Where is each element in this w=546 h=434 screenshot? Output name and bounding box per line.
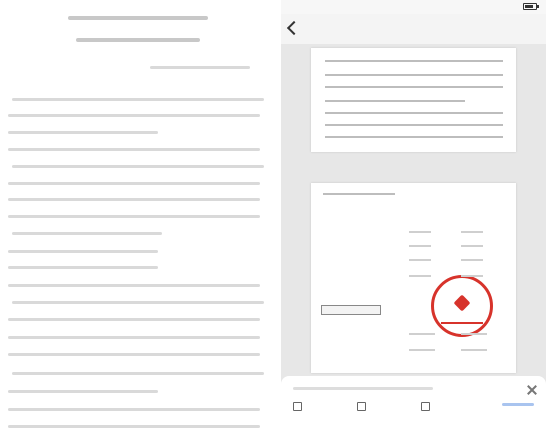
text-line	[461, 231, 483, 233]
text-line	[8, 198, 260, 201]
status-bar	[281, 0, 546, 14]
document-page-1[interactable]	[311, 48, 516, 152]
file-preview-app	[281, 0, 546, 434]
open-with-sheet	[281, 376, 546, 434]
text-line	[8, 215, 260, 218]
text-line	[325, 74, 503, 76]
text-line	[461, 245, 483, 247]
text-line	[12, 165, 264, 168]
text-line	[409, 245, 431, 247]
text-line	[8, 284, 260, 287]
text-line	[409, 231, 431, 233]
text-line	[8, 182, 260, 185]
close-icon[interactable]	[526, 384, 538, 396]
text-line	[461, 333, 487, 335]
text-line	[323, 193, 395, 195]
text-line	[8, 425, 260, 428]
text-line	[8, 148, 260, 151]
text-line	[325, 60, 503, 62]
text-line	[325, 112, 503, 114]
text-line	[8, 266, 158, 269]
document-page-2[interactable]	[311, 183, 516, 373]
text-line	[8, 353, 260, 356]
file-header	[281, 14, 546, 44]
text-line	[8, 336, 260, 339]
text-line	[409, 333, 435, 335]
text-line	[12, 232, 162, 235]
annotate-icon[interactable]	[357, 402, 366, 411]
text-line	[8, 318, 260, 321]
convert-icon[interactable]	[421, 402, 430, 411]
text-line	[12, 372, 264, 375]
text-line	[325, 124, 503, 126]
text-line	[8, 114, 260, 117]
text-line	[12, 98, 264, 101]
fullscreen-icon[interactable]	[293, 402, 302, 411]
go-use-link[interactable]	[502, 403, 534, 406]
back-icon[interactable]	[287, 21, 301, 35]
battery-icon	[523, 3, 537, 10]
text-line	[325, 86, 503, 88]
text-line	[409, 259, 431, 261]
text-line	[461, 275, 483, 277]
court-seal-icon	[431, 275, 493, 337]
text-line	[461, 259, 483, 261]
text-line	[8, 408, 260, 411]
text-line	[461, 349, 487, 351]
text-line	[409, 349, 435, 351]
text-line	[8, 390, 158, 393]
open-with-title	[293, 387, 433, 390]
text-line	[325, 100, 465, 102]
document-heading	[0, 10, 276, 50]
text-line	[8, 131, 158, 134]
verification-stamp	[321, 305, 381, 315]
text-line	[12, 301, 264, 304]
text-line	[8, 250, 158, 253]
text-line	[325, 136, 503, 138]
text-line	[409, 275, 431, 277]
